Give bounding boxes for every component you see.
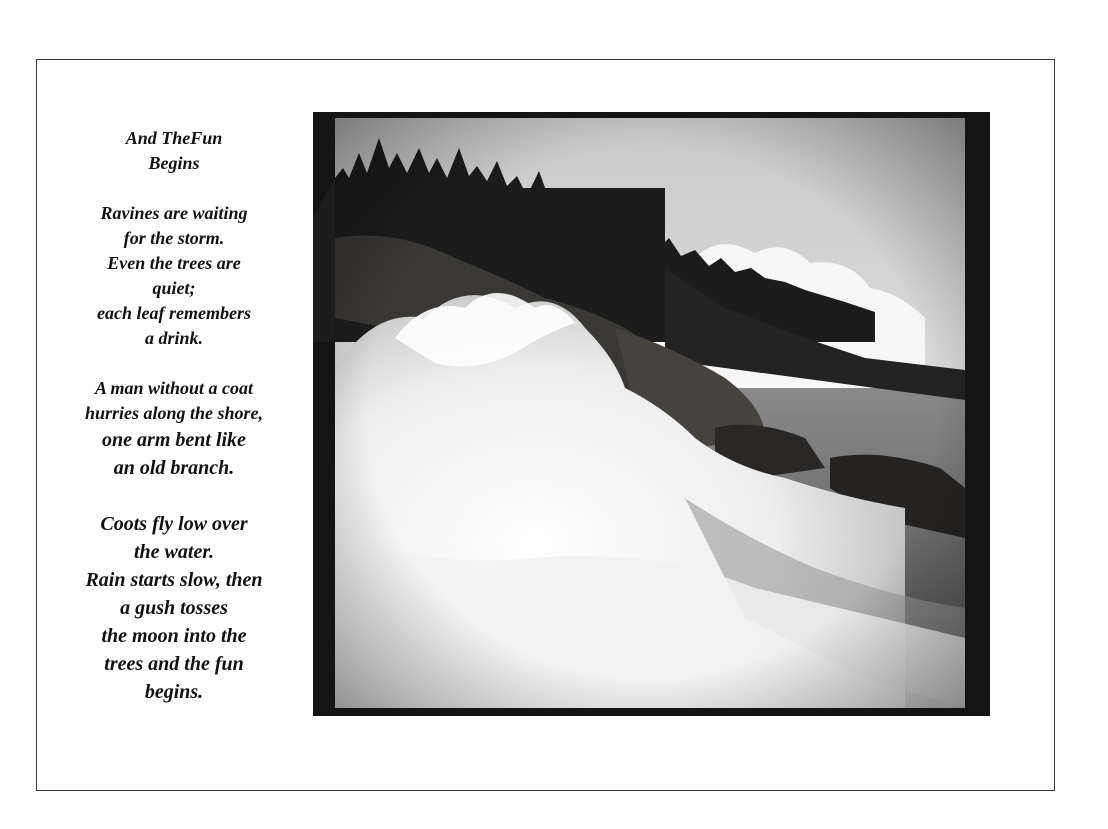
poem-title [58, 126, 290, 176]
poem-line: a drink. [144, 328, 204, 348]
storm-photo [313, 112, 990, 716]
poem-line: for the storm. [123, 228, 225, 248]
poem-title-line: Begins [148, 153, 200, 173]
poem-line: an old branch. [113, 457, 235, 479]
poem-line: trees and the fun [104, 653, 244, 675]
poem-line: the water. [133, 541, 214, 563]
poem-line: Coots fly low over [100, 513, 248, 535]
stanza-3 [58, 510, 290, 706]
stanza-2-part-a [58, 376, 290, 426]
stanza-2-part-b [58, 426, 290, 482]
stanza-1 [58, 201, 290, 351]
poem-line: Ravines are waiting [100, 203, 248, 223]
poem-line: begins. [144, 681, 204, 703]
poem-line: Even the trees are [107, 253, 241, 273]
poem-title-line: And TheFun [125, 128, 223, 148]
poem-line: Rain starts slow, then [85, 569, 263, 591]
poem-line: a gush tosses [120, 597, 228, 619]
poem [58, 126, 290, 706]
poem-line: the moon into the [101, 625, 247, 647]
poem-line: quiet; [152, 278, 196, 298]
storm-photo-image [313, 112, 990, 716]
stanza-2 [58, 376, 290, 482]
poem-line: one arm bent like [102, 429, 246, 451]
poem-line: A man without a coat [94, 378, 254, 398]
poem-line: hurries along the shore, [84, 403, 264, 423]
poem-line: each leaf remembers [97, 303, 251, 323]
